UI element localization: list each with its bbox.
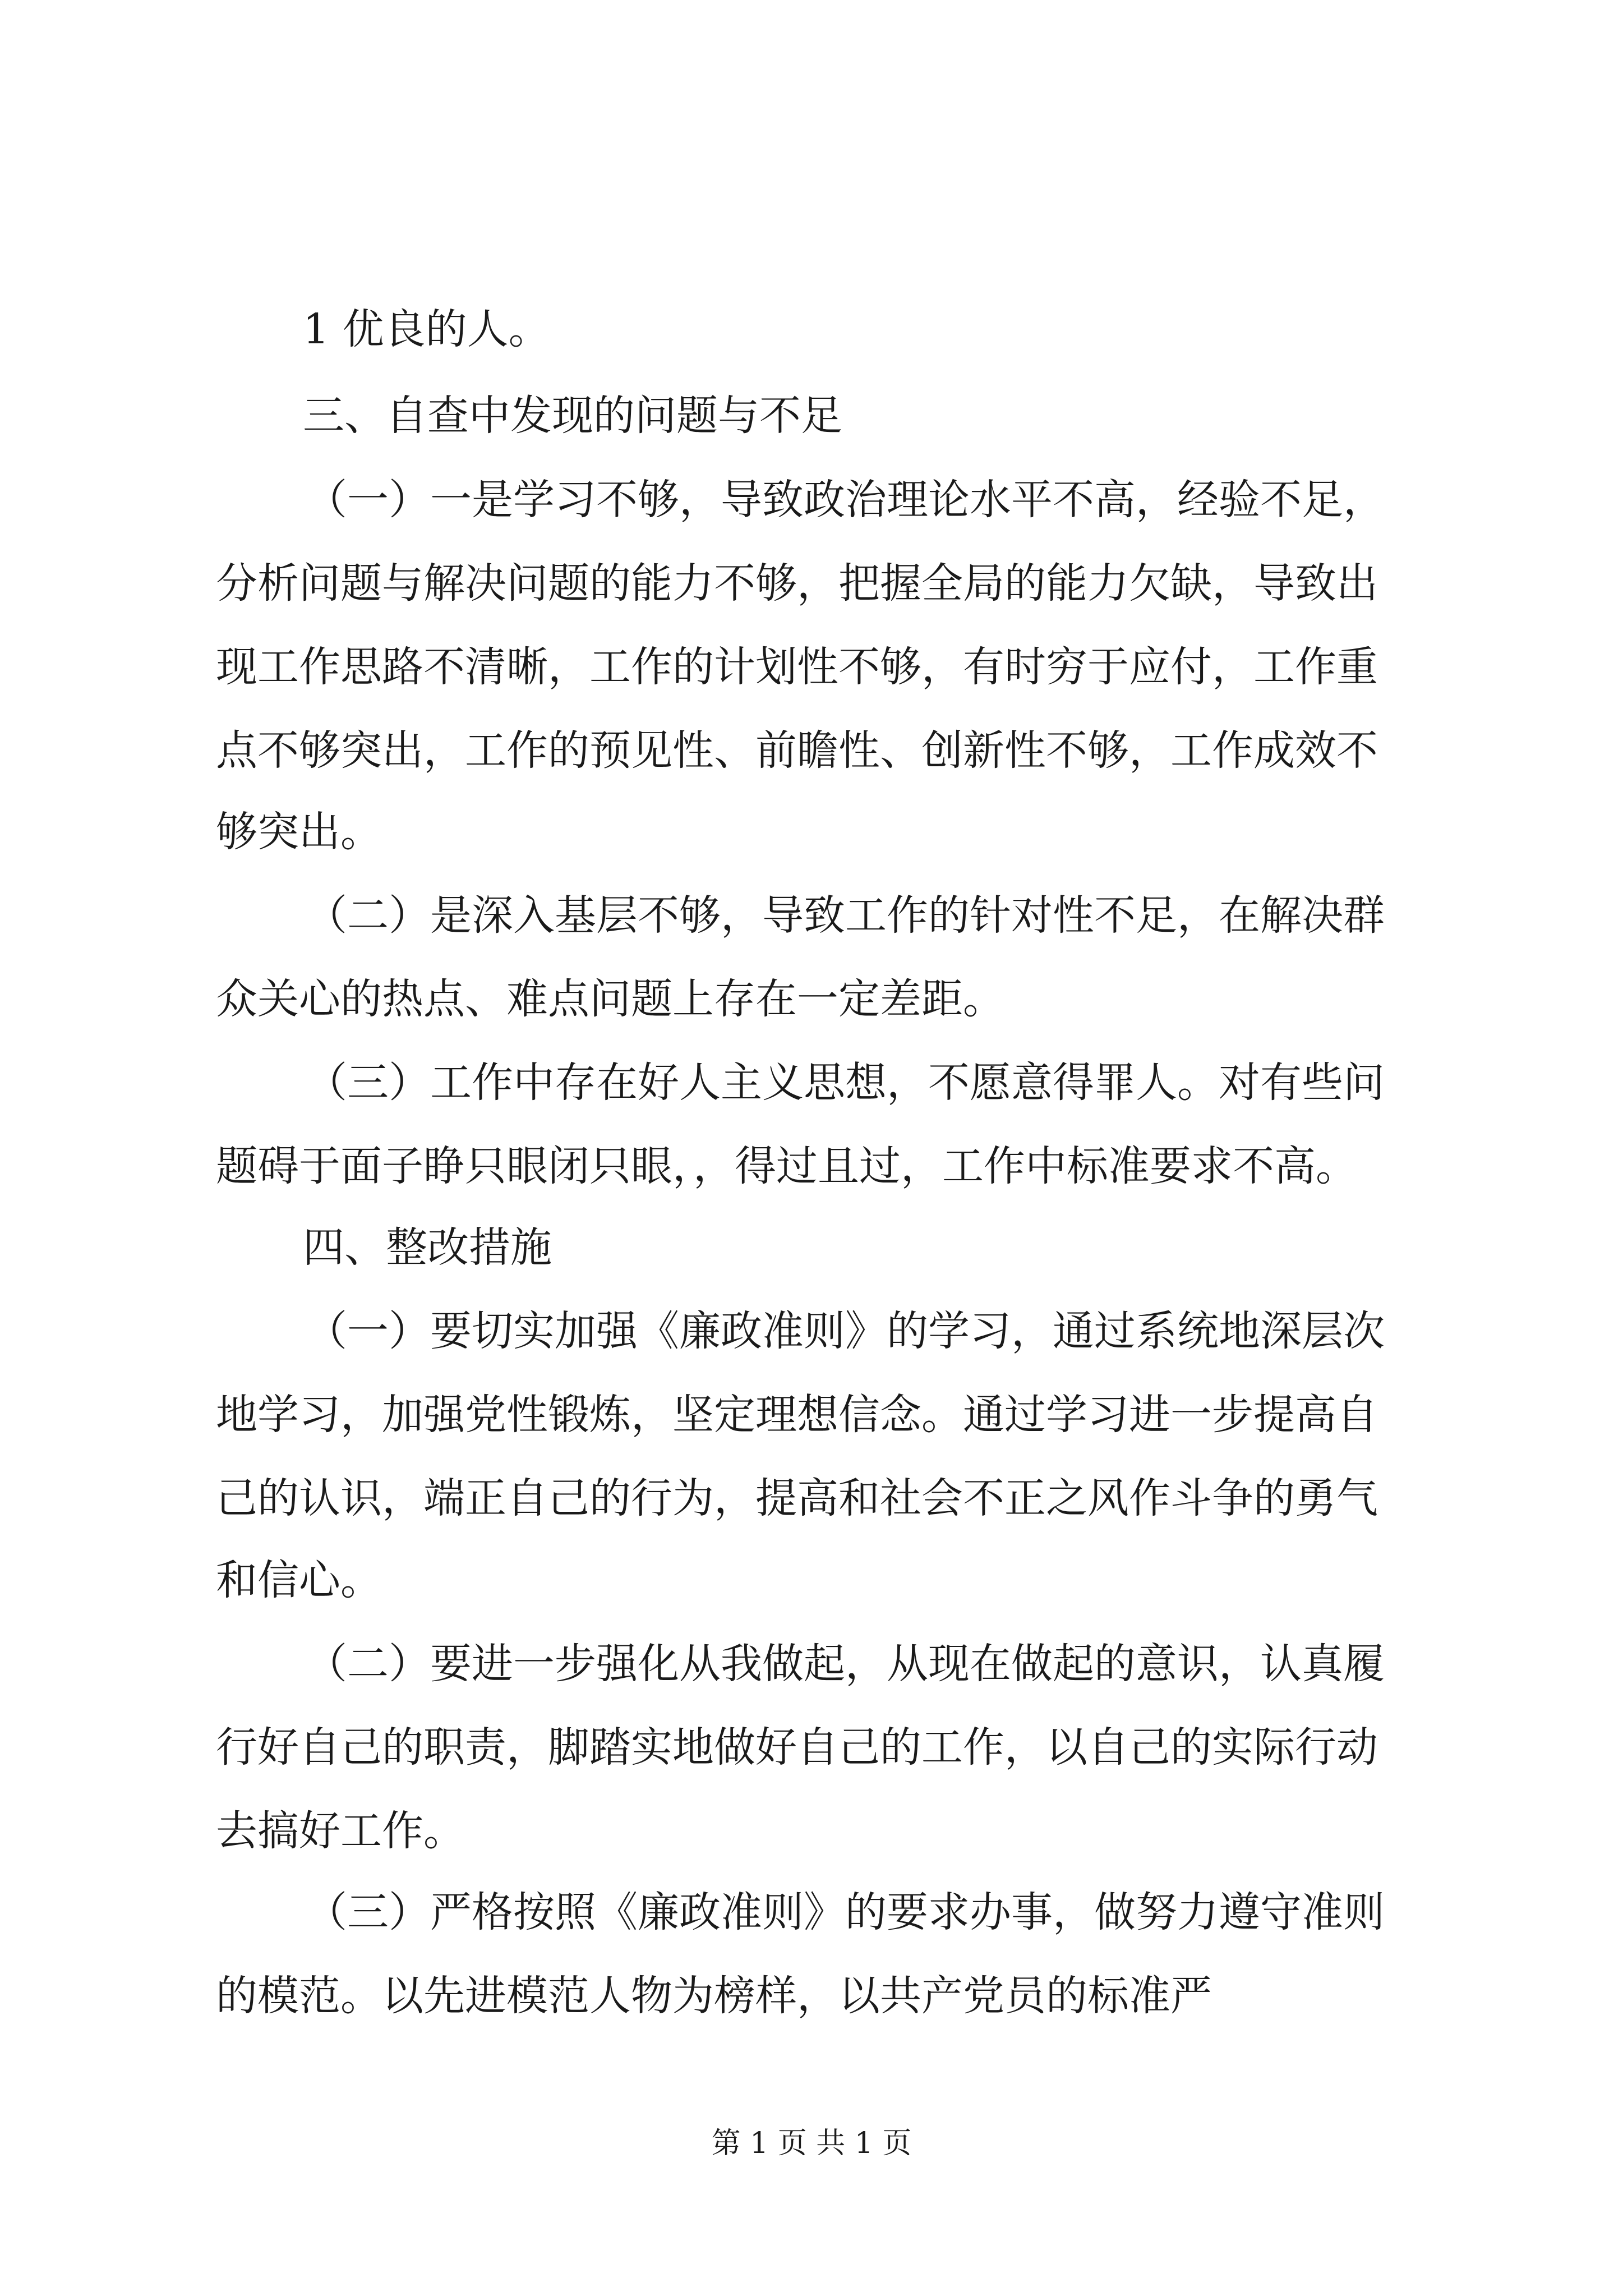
text-line: 己的认识，端正自己的行为，提高和社会不正之风作斗争的勇气: [216, 1474, 1378, 1522]
text-line: 题碍于面子睁只眼闭只眼，，得过且过，工作中标准要求不高。: [216, 1142, 1357, 1190]
text-line: 分析问题与解决问题的能力不够，把握全局的能力欠缺，导致出: [216, 559, 1378, 608]
page-footer: [0, 2119, 1623, 2161]
text-line: （一）要切实加强《廉政准则》的学习，通过系统地深层次: [306, 1307, 1385, 1355]
section-heading: 四、整改措施: [303, 1223, 552, 1272]
text-line: （三）严格按照《廉政准则》的要求办事，做努力遵守准则: [306, 1888, 1385, 1936]
text-line: （一）一是学习不够，导致政治理论水平不高，经验不足，: [306, 476, 1385, 524]
text-line: 和信心。: [216, 1556, 382, 1604]
text-line: 去搞好工作。: [216, 1807, 465, 1855]
page-number: 第 1 页 共 1 页: [711, 2127, 912, 2160]
text-line: （三）工作中存在好人主义思想，不愿意得罪人。对有些问: [306, 1059, 1385, 1107]
text-line: 众关心的热点、难点问题上存在一定差距。: [216, 975, 1004, 1023]
text-line: 的模范。以先进模范人物为榜样，以共产党员的标准严: [216, 1972, 1212, 2020]
text-line: 现工作思路不清晰，工作的计划性不够，有时穷于应付，工作重: [216, 643, 1378, 691]
text-line: 1 优良的人。: [303, 305, 550, 353]
section-heading: 三、自查中发现的问题与不足: [303, 392, 842, 440]
text-line: 行好自己的职责，脚踏实地做好自己的工作，以自己的实际行动: [216, 1723, 1378, 1772]
text-line: （二）是深入基层不够，导致工作的针对性不足，在解决群: [306, 891, 1385, 940]
text-line: （二）要进一步强化从我做起，从现在做起的意识，认真履: [306, 1640, 1385, 1688]
text-line: 地学习，加强党性锻炼，坚定理想信念。通过学习进一步提高自: [216, 1391, 1378, 1439]
text-line: 够突出。: [216, 808, 382, 856]
text-line: 点不够突出，工作的预见性、前瞻性、创新性不够，工作成效不: [216, 726, 1378, 775]
